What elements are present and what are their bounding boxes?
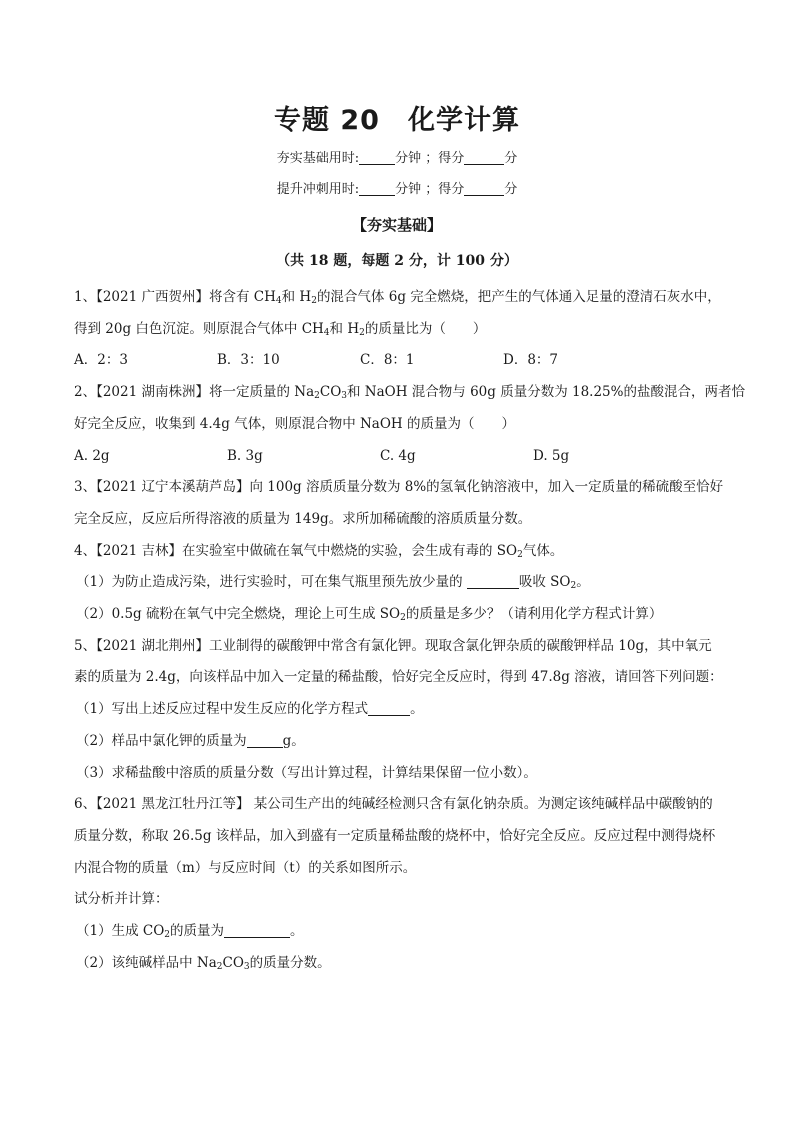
time-blank: [359, 181, 395, 196]
question-4-line-1: 4、【2021 吉林】在实验室中做硫在氧气中燃烧的实验，会生成有毒的 $SO_2$气体。: [74, 542, 564, 560]
question-2-line-2: 好完全反应，收集到 4.4g 气体，则原混合物中 NaOH 的质量为（ ）: [74, 415, 515, 432]
option-b: B．3：10: [217, 352, 280, 369]
option-b: B. 3g: [227, 447, 263, 464]
question-4-part-1: （1）为防止造成污染，进行实验时，可在集气瓶里预先放少量的 吸收 $SO_2$。: [76, 574, 590, 592]
question-6-line-1: 6、【2021 黑龙江牡丹江等】 某公司生产出的纯碱经检测只含有氯化钠杂质。为测定该纯碱样品中碳酸钠的: [74, 796, 713, 813]
question-5-part-2: （2）样品中氯化钾的质量为 g。: [76, 732, 305, 749]
question-6-part-1: （1）生成 $CO_2$的质量为 。: [76, 923, 304, 941]
page-title: [0, 98, 794, 137]
question-6-line-3: 内混合物的质量（m）与反应时间（t）的关系如图所示。: [74, 859, 417, 876]
title-topic-name: 化学计算: [407, 105, 520, 136]
question-6-line-2: 质量分数，称取 26.5g 该样品，加入到盛有一定质量稀盐酸的烧杯中，恰好完全反应。反应过程中测得烧杯: [74, 827, 716, 844]
answer-blank: [368, 701, 410, 716]
question-6-part-2: （2）该纯碱样品中 $Na_2CO_3$的质量分数。: [76, 954, 331, 972]
time-score-line-advanced: 提升冲刺用时: 分钟 ；得分 分: [276, 182, 518, 197]
question-6-line-4: 试分析并计算：: [74, 891, 169, 908]
question-5-line-2: 素的质量为 2.4g，向该样品中加入一定量的稀盐酸，恰好完全反应时，得到 47.8g 溶液，请回答下列问题：: [74, 669, 723, 686]
question-5-part-3: （3）求稀盐酸中溶质的质量分数（写出计算过程，计算结果保留一位小数）。: [76, 764, 537, 781]
option-c: C．8：1: [360, 352, 415, 369]
question-1-options: [74, 345, 734, 377]
question-5-part-1: （1）写出上述反应过程中发生反应的化学方程式 。: [76, 701, 424, 718]
option-d: D. 5g: [533, 447, 570, 464]
question-list: [74, 282, 745, 979]
option-d: D．8：7: [503, 352, 559, 369]
section-heading: 【夯实基础】: [351, 216, 442, 234]
answer-blank: [467, 574, 519, 589]
question-3-line-2: 完全反应，反应后所得溶液的质量为 149g。求所加稀硫酸的溶质质量分数。: [74, 510, 532, 527]
question-4-part-2: （2）0.5g 硫粉在氧气中完全燃烧，理论上可生成 $SO_2$的质量是多少？（请利用化学方程式计算）: [76, 606, 663, 624]
time-score-line-basic: 夯实基础用时: 分钟 ；得分 分: [276, 151, 518, 166]
time-blank: [359, 150, 395, 165]
score-blank: [464, 181, 504, 196]
answer-blank: [224, 923, 290, 938]
answer-blank: [247, 733, 283, 748]
question-1-line-2: 得到 20g 白色沉淀。则原混合气体中 $CH_4$和 $H_2$的质量比为（ ）: [74, 320, 487, 338]
score-blank: [464, 150, 504, 165]
section-subheading: （共 18 题，每题 2 分，计 100 分）: [276, 253, 518, 269]
option-a: A．2：3: [74, 352, 128, 369]
question-1-line-1: 1、【2021 广西贺州】将含有 $CH_4$和 $H_2$的混合气体 6g 完全燃烧，把产生的气体通入足量的澄清石灰水中，: [74, 289, 721, 306]
question-3-line-1: 3、【2021 辽宁本溪葫芦岛】向 100g 溶质质量分数为 8%的氢氧化钠溶液中，加入一定质量的稀硫酸至恰好: [74, 479, 724, 496]
question-2-line-1: 2、【2021 湖南株洲】将一定质量的 $Na_2CO_3$和 NaOH 混合物与 60g 质量分数为 18.25%的盐酸混合，两者恰: [74, 384, 745, 402]
option-a: A. 2g: [74, 447, 110, 464]
title-topic-number: 专题 20: [274, 105, 380, 136]
option-c: C. 4g: [380, 447, 416, 464]
question-2-options: [74, 441, 734, 473]
question-5-line-1: 5、【2021 湖北荆州】工业制得的碳酸钾中常含有氯化钾。现取含氯化钾杂质的碳酸钾样品 10g，其中氧元: [74, 637, 712, 654]
